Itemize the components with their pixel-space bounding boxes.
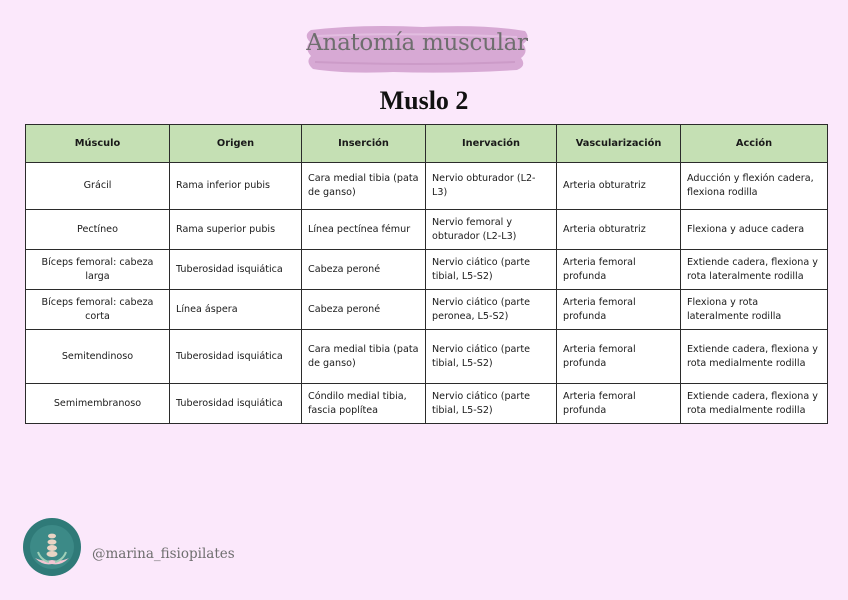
cell-origen: Línea áspera bbox=[170, 290, 302, 330]
table-header-row bbox=[26, 125, 828, 163]
table-row bbox=[26, 384, 828, 424]
cell-origen: Tuberosidad isquiática bbox=[170, 250, 302, 290]
cell-accion: Flexiona y rota lateralmente rodilla bbox=[681, 290, 828, 330]
column-header-musculo: Músculo bbox=[26, 125, 170, 163]
cell-accion: Aducción y flexión cadera, flexiona rodilla bbox=[681, 163, 828, 210]
cell-accion: Extiende cadera, flexiona y rota medialmente rodilla bbox=[681, 330, 828, 384]
table-row bbox=[26, 290, 828, 330]
cell-accion: Extiende cadera, flexiona y rota lateralmente rodilla bbox=[681, 250, 828, 290]
table-row bbox=[26, 210, 828, 250]
column-header-origen: Origen bbox=[170, 125, 302, 163]
cell-inervacion: Nervio ciático (parte tibial, L5-S2) bbox=[426, 384, 557, 424]
cell-insercion: Cabeza peroné bbox=[302, 250, 426, 290]
page-title: Muslo 2 bbox=[379, 86, 469, 115]
cell-insercion: Cóndilo medial tibia, fascia poplítea bbox=[302, 384, 426, 424]
cell-vascularizacion: Arteria femoral profunda bbox=[557, 250, 681, 290]
cell-vascularizacion: Arteria femoral profunda bbox=[557, 384, 681, 424]
social-handle: @marina_fisiopilates bbox=[92, 546, 235, 562]
cell-vascularizacion: Arteria femoral profunda bbox=[557, 330, 681, 384]
cell-insercion: Cara medial tibia (pata de ganso) bbox=[302, 163, 426, 210]
brand-logo bbox=[23, 518, 81, 576]
cell-insercion: Cabeza peroné bbox=[302, 290, 426, 330]
cell-origen: Tuberosidad isquiática bbox=[170, 384, 302, 424]
column-header-vascularizacion: Vascularización bbox=[557, 125, 681, 163]
cell-origen: Tuberosidad isquiática bbox=[170, 330, 302, 384]
cell-vascularizacion: Arteria obturatriz bbox=[557, 163, 681, 210]
cell-accion: Extiende cadera, flexiona y rota medialmente rodilla bbox=[681, 384, 828, 424]
page-subtitle: Anatomía muscular bbox=[306, 30, 528, 56]
cell-musculo: Bíceps femoral: cabeza corta bbox=[26, 290, 170, 330]
cell-origen: Rama superior pubis bbox=[170, 210, 302, 250]
column-header-insercion: Inserción bbox=[302, 125, 426, 163]
cell-musculo: Grácil bbox=[26, 163, 170, 210]
table-row bbox=[26, 330, 828, 384]
cell-insercion: Cara medial tibia (pata de ganso) bbox=[302, 330, 426, 384]
column-header-accion: Acción bbox=[681, 125, 828, 163]
cell-musculo: Bíceps femoral: cabeza larga bbox=[26, 250, 170, 290]
cell-musculo: Pectíneo bbox=[26, 210, 170, 250]
cell-inervacion: Nervio femoral y obturador (L2-L3) bbox=[426, 210, 557, 250]
cell-inervacion: Nervio ciático (parte tibial, L5-S2) bbox=[426, 330, 557, 384]
table-row bbox=[26, 250, 828, 290]
cell-origen: Rama inferior pubis bbox=[170, 163, 302, 210]
table-row bbox=[26, 163, 828, 210]
cell-accion: Flexiona y aduce cadera bbox=[681, 210, 828, 250]
muscle-table bbox=[25, 124, 828, 424]
column-header-inervacion: Inervación bbox=[426, 125, 557, 163]
cell-musculo: Semitendinoso bbox=[26, 330, 170, 384]
cell-insercion: Línea pectínea fémur bbox=[302, 210, 426, 250]
cell-vascularizacion: Arteria femoral profunda bbox=[557, 290, 681, 330]
cell-musculo: Semimembranoso bbox=[26, 384, 170, 424]
cell-inervacion: Nervio ciático (parte tibial, L5-S2) bbox=[426, 250, 557, 290]
cell-inervacion: Nervio ciático (parte peronea, L5-S2) bbox=[426, 290, 557, 330]
cell-vascularizacion: Arteria obturatriz bbox=[557, 210, 681, 250]
cell-inervacion: Nervio obturador (L2-L3) bbox=[426, 163, 557, 210]
